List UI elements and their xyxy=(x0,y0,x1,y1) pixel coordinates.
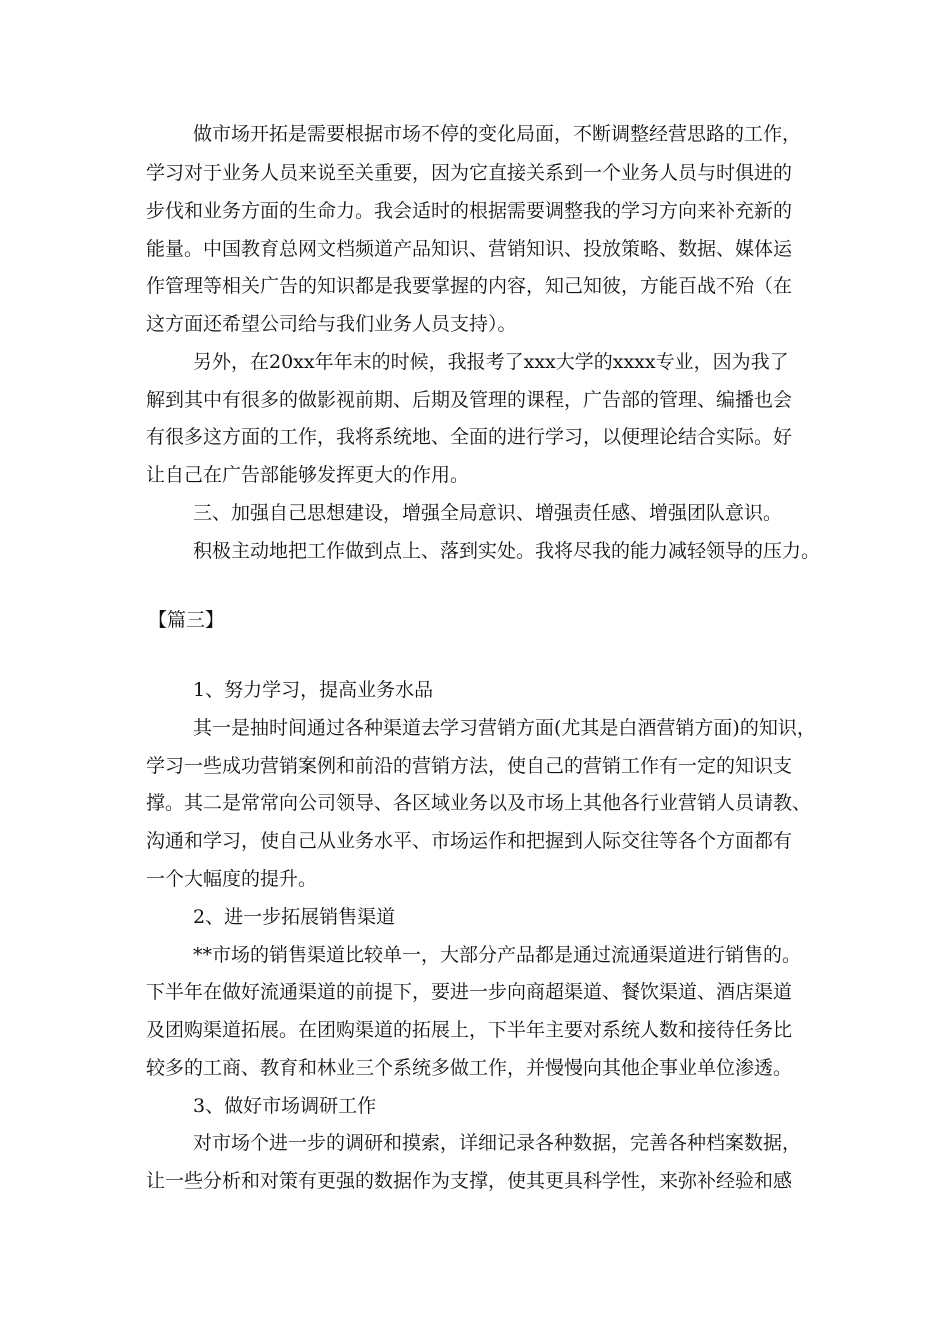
paragraph-line: 让一些分析和对策有更强的数据作为支撑，使其更具科学性，来弥补经验和感 xyxy=(146,1170,793,1192)
paragraph-line: 另外，在20xx年年末的时候，我报考了xxx大学的xxxx专业，因为我了 xyxy=(193,351,789,373)
paragraph-line: 能量。中国教育总网文档频道产品知识、营销知识、投放策略、数据、媒体运 xyxy=(146,238,793,260)
paragraph-line: 有很多这方面的工作，我将系统地、全面的进行学习，以便理论结合实际。好 xyxy=(146,426,793,448)
paragraph-line: 积极主动地把工作做到点上、落到实处。我将尽我的能力减轻领导的压力。 xyxy=(193,540,821,562)
paragraph-line: 较多的工商、教育和林业三个系统多做工作，并慢慢向其他企事业单位渗透。 xyxy=(146,1057,793,1079)
paragraph-line: 撑。其二是常常向公司领导、各区域业务以及市场上其他各行业营销人员请教、 xyxy=(146,792,812,814)
section-heading: 【篇三】 xyxy=(148,609,225,631)
paragraph-line: 1、努力学习，提高业务水品 xyxy=(193,679,434,701)
paragraph-line: 2、进一步拓展销售渠道 xyxy=(193,906,396,928)
paragraph-line: 三、加强自己思想建设，增强全局意识、增强责任感、增强团队意识。 xyxy=(193,502,783,524)
paragraph-line: 其一是抽时间通过各种渠道去学习营销方面(尤其是白酒营销方面)的知识， xyxy=(193,717,816,739)
paragraph-line: 沟通和学习，使自己从业务水平、市场运作和把握到人际交往等各个方面都有 xyxy=(146,830,793,852)
paragraph-line: 学习对于业务人员来说至关重要，因为它直接关系到一个业务人员与时俱进的 xyxy=(146,162,793,184)
paragraph-line: 步伐和业务方面的生命力。我会适时的根据需要调整我的学习方向来补充新的 xyxy=(146,200,793,222)
paragraph-line: 及团购渠道拓展。在团购渠道的拓展上，下半年主要对系统人数和接待任务比 xyxy=(146,1019,793,1041)
paragraph-line: **市场的销售渠道比较单一，大部分产品都是通过流通渠道进行销售的。 xyxy=(193,944,802,966)
paragraph-line: 这方面还希望公司给与我们业务人员支持）。 xyxy=(146,313,517,335)
paragraph-line: 一个大幅度的提升。 xyxy=(146,868,318,890)
paragraph-line: 3、做好市场调研工作 xyxy=(193,1095,377,1117)
paragraph-line: 让自己在广告部能够发挥更大的作用。 xyxy=(146,464,470,486)
paragraph-line: 做市场开拓是需要根据市场不停的变化局面，不断调整经营思路的工作， xyxy=(193,123,802,145)
paragraph-line: 解到其中有很多的做影视前期、后期及管理的课程，广告部的管理、编播也会 xyxy=(146,389,793,411)
paragraph-line: 对市场个进一步的调研和摸索，详细记录各种数据，完善各种档案数据， xyxy=(193,1132,802,1154)
paragraph-line: 下半年在做好流通渠道的前提下，要进一步向商超渠道、餐饮渠道、酒店渠道 xyxy=(146,981,793,1003)
paragraph-line: 学习一些成功营销案例和前沿的营销方法，使自己的营销工作有一定的知识支 xyxy=(146,755,793,777)
paragraph-line: 作管理等相关广告的知识都是我要掌握的内容，知己知彼，方能百战不殆（在 xyxy=(146,275,793,297)
